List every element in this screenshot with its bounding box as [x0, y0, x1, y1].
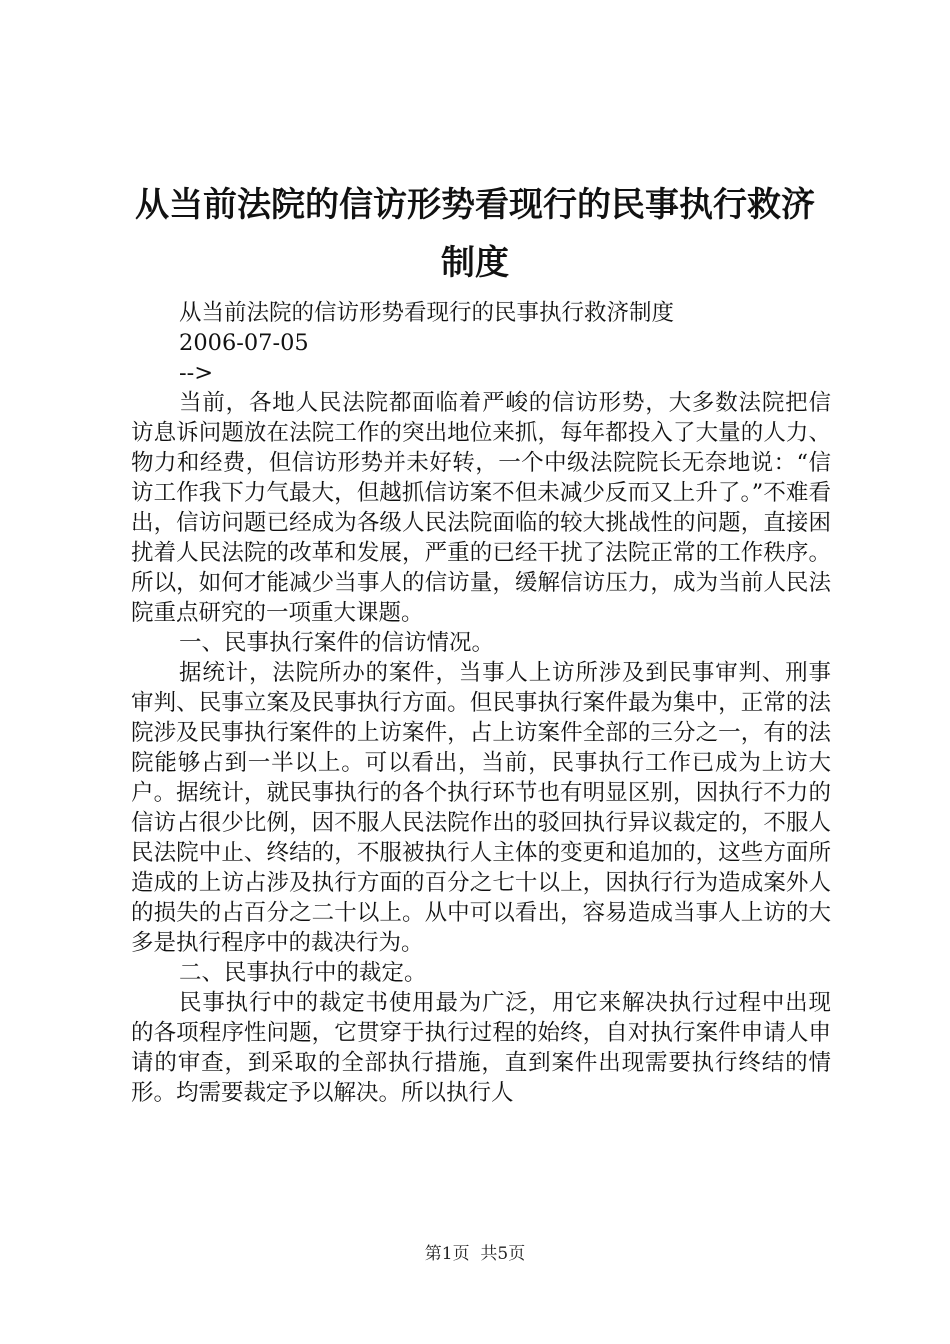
- section-heading-2: 二、民事执行中的裁定。: [179, 960, 427, 986]
- document-title: 从当前法院的信访形势看现行的民事执行救济制度: [135, 185, 815, 283]
- page-footer: [0, 1242, 950, 1266]
- document-marker: -->: [179, 360, 214, 386]
- paragraph-rulings: 民事执行中的裁定书使用最为广泛，用它来解决执行过程中出现的各项程序性问题，它贯穿于执行过程的始终，自对执行案件申请人申请的审查，到采取的全部执行措施，直到案件出现需要执行终结的情形。均需要裁定予以解决。所以执行人: [131, 990, 831, 1106]
- page-number-label: 第1页 共5页: [424, 1244, 526, 1264]
- document-subtitle: 从当前法院的信访形势看现行的民事执行救济制度: [179, 300, 675, 326]
- section-heading-1: 一、民事执行案件的信访情况。: [179, 630, 495, 656]
- paragraph-intro: 当前，各地人民法院都面临着严峻的信访形势，大多数法院把信访息诉问题放在法院工作的突出地位来抓，每年都投入了大量的人力、物力和经费，但信访形势并未好转，一个中级法院院长无奈地说：“信访工作我下力气最大，但越抓信访案不但未减少反而又上升了。”不难看出，信访问题已经成为各级人民法院面临的较大挑战性的问题，直接困扰着人民法院的改革和发展，严重的已经干扰了法院正常的工作秩序。所以，如何才能减少当事人的信访量，缓解信访压力，成为当前人民法院重点研究的一项重大课题。: [131, 390, 831, 626]
- paragraph-statistics: 据统计，法院所办的案件，当事人上访所涉及到民事审判、刑事审判、民事立案及民事执行方面。但民事执行案件最为集中，正常的法院涉及民事执行案件的上访案件，占上访案件全部的三分之一，有的法院能够占到一半以上。可以看出，当前，民事执行工作已成为上访大户。据统计，就民事执行的各个执行环节也有明显区别，因执行不力的信访占很少比例，因不服人民法院作出的驳回执行异议裁定的，不服人民法院中止、终结的，不服被执行人主体的变更和追加的，这些方面所造成的上访占涉及执行方面的百分之七十以上，因执行行为造成案外人的损失的占百分之二十以上。从中可以看出，容易造成当事人上访的大多是执行程序中的裁决行为。: [131, 660, 831, 956]
- document-body: [131, 298, 831, 1108]
- document-date: 2006-07-05: [179, 330, 309, 356]
